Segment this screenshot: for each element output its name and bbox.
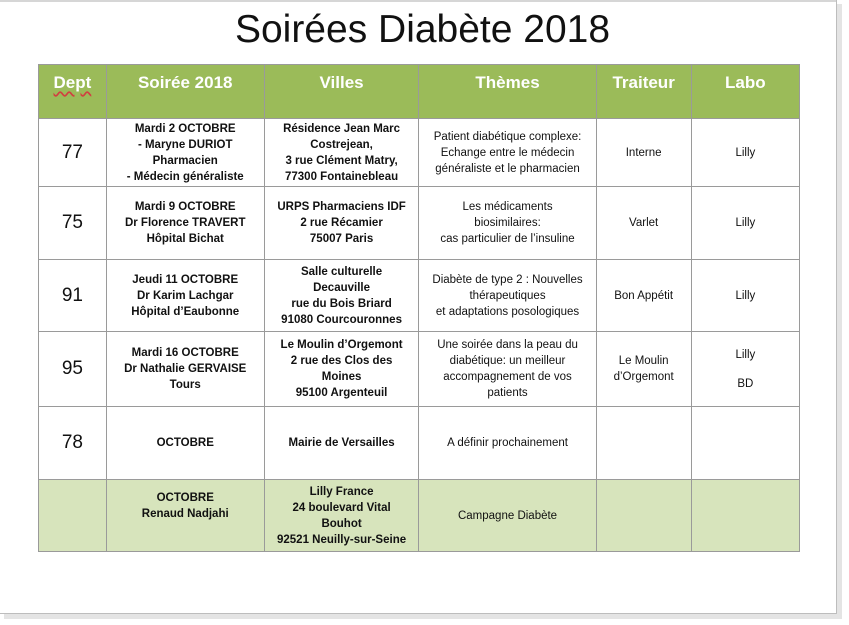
- cell-soiree: [106, 407, 264, 480]
- cell-themes: [419, 119, 596, 187]
- cell-line: Pharmacien: [152, 154, 218, 167]
- cell-soiree: [106, 119, 264, 187]
- cell-line: Lilly France: [309, 485, 374, 498]
- cell-line: Dr Florence TRAVERT: [124, 217, 246, 229]
- cell-line: accompagnement de vos: [443, 371, 572, 383]
- cell-traiteur: [596, 480, 691, 552]
- cell-line: Tours: [169, 379, 201, 391]
- cell-line: patients: [487, 387, 528, 399]
- header-dept-label: Dept: [53, 73, 92, 92]
- table-row: [39, 260, 800, 332]
- cell-line: Résidence Jean Marc: [283, 122, 401, 135]
- cell-line: Le Moulin d’Orgemont: [613, 355, 674, 383]
- cell-villes: [264, 119, 419, 187]
- cell-line: biosimilaires:: [474, 217, 541, 229]
- cell-line: URPS Pharmaciens IDF: [277, 201, 406, 213]
- cell-traiteur: [596, 407, 691, 480]
- cell-line: diabétique: un meilleur: [449, 355, 566, 367]
- cell-line: Mairie de Versailles: [288, 437, 395, 449]
- cell-line: Dr Karim Lachgar: [136, 289, 234, 302]
- cell-dept: [39, 480, 107, 552]
- cell-line: Patient diabétique complexe:: [433, 130, 582, 143]
- frame-right-shadow: [837, 4, 842, 618]
- cell-line: Dr Nathalie GERVAISE: [124, 363, 247, 375]
- labo-spacer: [694, 363, 797, 376]
- schedule-table: [38, 64, 800, 552]
- cell-villes: [264, 480, 419, 552]
- cell-dept: 91: [39, 260, 107, 332]
- header-villes: Villes: [264, 65, 419, 119]
- cell-soiree: [106, 480, 264, 552]
- cell-line: Diabète de type 2 : Nouvelles: [432, 273, 583, 286]
- cell-line: thérapeutiques: [469, 289, 546, 302]
- cell-line: BD: [737, 377, 754, 390]
- cell-line: Lilly: [735, 289, 756, 302]
- cell-themes: [419, 332, 596, 407]
- cell-themes: [419, 407, 596, 480]
- header-themes: Thèmes: [419, 65, 596, 119]
- cell-line: généraliste et le pharmacien: [435, 162, 580, 175]
- cell-line: OCTOBRE: [156, 492, 214, 504]
- cell-labo: [691, 187, 799, 260]
- cell-line: Jeudi 11 OCTOBRE: [132, 273, 239, 286]
- cell-line: 75007 Paris: [309, 233, 374, 245]
- cell-line: 91080 Courcouronnes: [281, 313, 402, 326]
- cell-labo: [691, 332, 799, 407]
- cell-villes: [264, 260, 419, 332]
- frame-top-border: [0, 0, 836, 2]
- cell-villes: [264, 187, 419, 260]
- cell-line: Une soirée dans la peau du: [437, 339, 578, 351]
- cell-line: Mardi 9 OCTOBRE: [134, 201, 236, 213]
- cell-traiteur: Interne: [596, 119, 691, 187]
- cell-line: Hôpital Bichat: [146, 233, 224, 245]
- cell-line: Decauville: [313, 281, 371, 294]
- cell-dept: 77: [39, 119, 107, 187]
- cell-labo: [691, 260, 799, 332]
- cell-line: A définir prochainement: [447, 437, 568, 449]
- cell-line: OCTOBRE: [156, 437, 214, 449]
- table-row: [39, 332, 800, 407]
- cell-line: Le Moulin d’Orgemont: [280, 339, 403, 351]
- page-title: Soirées Diabète 2018: [234, 8, 611, 51]
- cell-line: Lilly: [735, 146, 756, 159]
- cell-line: 77300 Fontainebleau: [285, 170, 399, 183]
- cell-themes: [419, 480, 596, 552]
- cell-line: 95100 Argenteuil: [295, 387, 388, 399]
- cell-line: rue du Bois Briard: [291, 297, 392, 310]
- cell-line: Lilly: [735, 348, 756, 361]
- header-labo: Labo: [691, 65, 799, 119]
- cell-line: Echange entre le médecin: [440, 146, 575, 159]
- cell-traiteur: [596, 332, 691, 407]
- cell-line: 24 boulevard Vital: [292, 501, 391, 514]
- cell-line: 3 rue Clément Matry,: [285, 154, 398, 167]
- cell-labo: [691, 480, 799, 552]
- cell-line: Mardi 16 OCTOBRE: [131, 347, 239, 359]
- cell-line: et adaptations posologiques: [435, 305, 580, 318]
- cell-line: Salle culturelle: [300, 265, 383, 278]
- header-dept: [39, 65, 107, 119]
- cell-line: 2 rue Récamier: [300, 217, 383, 229]
- cell-line: Costrejean,: [310, 138, 373, 151]
- table-row: [39, 407, 800, 480]
- cell-line: Bouhot: [321, 517, 362, 530]
- cell-line: Renaud Nadjahi: [141, 508, 229, 520]
- cell-soiree: [106, 187, 264, 260]
- cell-dept: 75: [39, 187, 107, 260]
- cell-line: cas particulier de l’insuline: [440, 233, 575, 245]
- cell-themes: [419, 187, 596, 260]
- cell-line: - Médecin généraliste: [126, 170, 244, 183]
- cell-dept: 95: [39, 332, 107, 407]
- header-row: [39, 65, 800, 119]
- cell-themes: [419, 260, 596, 332]
- cell-labo: [691, 119, 799, 187]
- table-row: [39, 187, 800, 260]
- cell-soiree: [106, 332, 264, 407]
- cell-line: 2 rue des Clos des: [290, 355, 393, 367]
- frame-bottom-border: [0, 613, 837, 614]
- header-traiteur: Traiteur: [596, 65, 691, 119]
- frame-bottom-shadow: [4, 614, 842, 619]
- table-row: [39, 119, 800, 187]
- cell-line: Campagne Diabète: [457, 509, 558, 522]
- table-row: [39, 480, 800, 552]
- cell-dept: 78: [39, 407, 107, 480]
- cell-villes: [264, 332, 419, 407]
- cell-soiree: [106, 260, 264, 332]
- cell-labo: [691, 407, 799, 480]
- header-soiree: Soirée 2018: [106, 65, 264, 119]
- cell-line: 92521 Neuilly-sur-Seine: [277, 533, 407, 546]
- cell-traiteur: Bon Appétit: [596, 260, 691, 332]
- cell-line: Hôpital d’Eaubonne: [131, 305, 240, 318]
- frame-right-border: [836, 0, 837, 614]
- cell-line: Moines: [321, 371, 362, 383]
- cell-line: Lilly: [735, 217, 756, 229]
- cell-line: - Maryne DURIOT: [137, 138, 233, 151]
- cell-villes: [264, 407, 419, 480]
- cell-line: Mardi 2 OCTOBRE: [134, 122, 236, 135]
- cell-traiteur: Varlet: [596, 187, 691, 260]
- cell-line: Les médicaments: [462, 201, 553, 213]
